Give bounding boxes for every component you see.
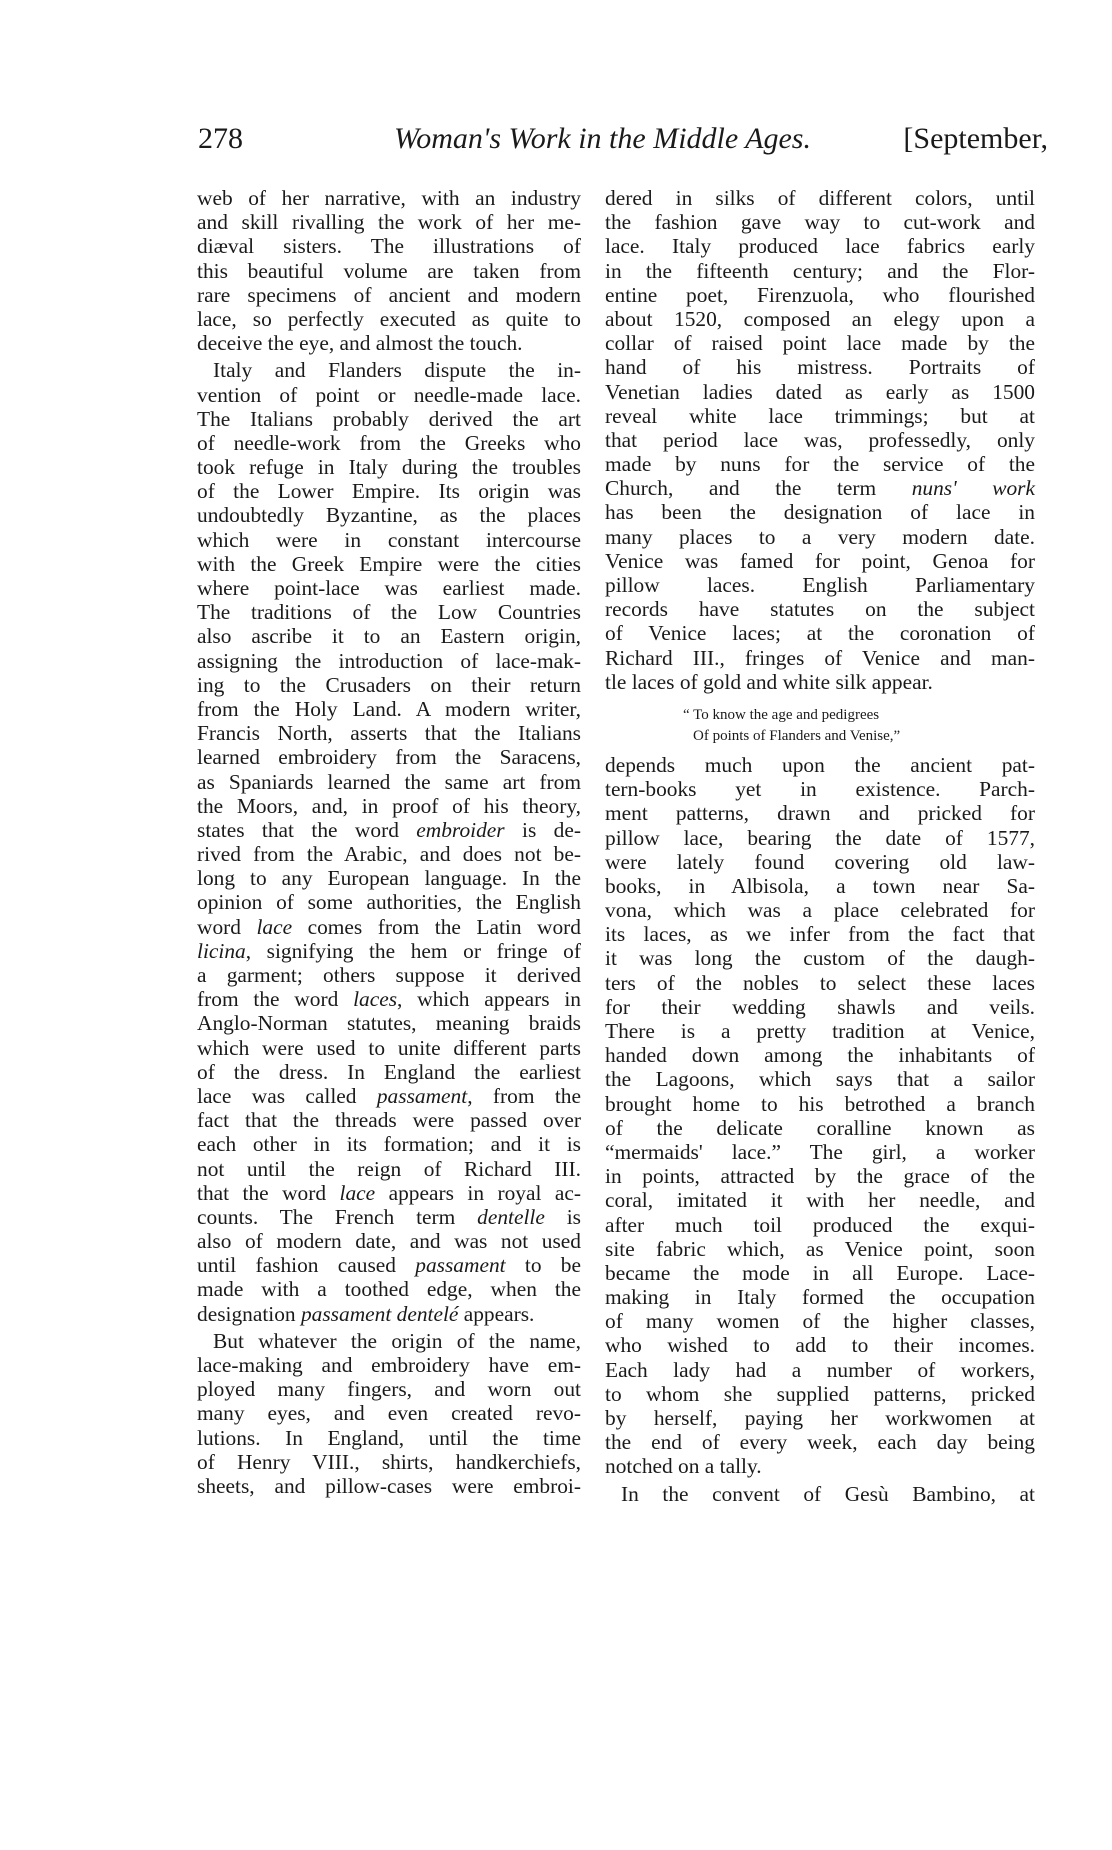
- text-line: lace, so perfectly executed as quite to: [197, 306, 581, 331]
- text-line: in the fifteenth century; and the Flor-: [605, 258, 1035, 283]
- text-line: designation passament dentelé appears.: [197, 1301, 535, 1326]
- text-line: made with a toothed edge, when the: [197, 1277, 581, 1302]
- text-line: entine poet, Firenzuola, who flourished: [605, 282, 1035, 307]
- text-line: deceive the eye, and almost the touch.: [197, 331, 523, 356]
- verse-quote: [605, 705, 1035, 747]
- text-line: “mermaids' lace.” The girl, a worker: [605, 1139, 1035, 1164]
- text-line: rived from the Arabic, and does not be-: [197, 842, 581, 867]
- text-line: vona, which was a place celebrated for: [605, 898, 1035, 923]
- text-line: Venice was famed for point, Genoa for: [605, 548, 1035, 573]
- text-line: from the word laces, which appears in: [197, 987, 581, 1012]
- text-line: this beautiful volume are taken from: [197, 258, 581, 283]
- text-line: Richard III., fringes of Venice and man-: [605, 645, 1035, 670]
- text-line: The Italians probably derived the art: [197, 406, 581, 431]
- right-column-text-after-quote: [605, 753, 1035, 1506]
- text-line: the fashion gave way to cut-work and: [605, 210, 1035, 235]
- text-line: handed down among the inhabitants of: [605, 1043, 1035, 1068]
- text-line: vention of point or needle-made lace.: [197, 382, 581, 407]
- text-line: hand of his mistress. Portraits of: [605, 355, 1035, 380]
- text-line: became the mode in all Europe. Lace-: [605, 1260, 1035, 1285]
- text-line: But whatever the origin of the name,: [213, 1328, 581, 1353]
- text-line: Venetian ladies dated as early as 1500: [605, 379, 1035, 404]
- text-line: opinion of some authorities, the English: [197, 890, 581, 915]
- text-line: were lately found covering old law-: [605, 849, 1035, 874]
- text-line: rare specimens of ancient and modern: [197, 282, 581, 307]
- text-line: of Venice laces; at the coronation of: [605, 621, 1035, 646]
- text-line: its laces, as we infer from the fact that: [605, 922, 1035, 947]
- text-line: Each lady had a number of workers,: [605, 1357, 1035, 1382]
- text-line: There is a pretty tradition at Venice,: [605, 1019, 1035, 1043]
- text-line: lace. Italy produced lace fabrics early: [605, 234, 1035, 259]
- page-number: 278: [198, 122, 243, 155]
- text-line: the Moors, and, in proof of his theory,: [197, 793, 581, 818]
- text-line: after much toil produced the exqui-: [605, 1212, 1035, 1237]
- text-line: the end of every week, each day being: [605, 1430, 1035, 1455]
- text-line: that period lace was, professedly, only: [605, 427, 1035, 452]
- text-line: for their wedding shawls and veils.: [605, 994, 1035, 1019]
- text-line: making in Italy formed the occupation: [605, 1285, 1035, 1310]
- text-line: Francis North, asserts that the Italians: [197, 721, 581, 746]
- text-line: which were used to unite different parts: [197, 1035, 581, 1060]
- text-line: The traditions of the Low Countries: [197, 600, 581, 625]
- text-line: Italy and Flanders dispute the in-: [213, 358, 581, 383]
- left-column: [197, 186, 581, 1498]
- right-column: [605, 186, 1035, 1506]
- text-line: pillow laces. English Parliamentary: [605, 573, 1035, 597]
- text-line: states that the word embroider is de-: [197, 817, 581, 842]
- text-line: until fashion caused passament to be: [197, 1253, 581, 1278]
- running-title: Woman's Work in the Middle Ages.: [394, 122, 811, 155]
- text-line: lutions. In England, until the time: [197, 1425, 581, 1450]
- text-line: records have statutes on the subject: [605, 597, 1035, 622]
- text-line: about 1520, composed an elegy upon a: [605, 306, 1035, 331]
- text-line: to whom she supplied patterns, pricked: [605, 1381, 1035, 1406]
- text-line: coral, imitated it with her needle, and: [605, 1188, 1035, 1213]
- text-line: brought home to his betrothed a branch: [605, 1091, 1035, 1116]
- text-line: who wished to add to their incomes.: [605, 1333, 1035, 1358]
- text-line: lace was called passament, from the: [197, 1083, 581, 1108]
- text-line: dered in silks of different colors, until: [605, 186, 1035, 210]
- text-line: depends much upon the ancient pat-: [605, 752, 1035, 777]
- text-line: of many women of the higher classes,: [605, 1309, 1035, 1334]
- text-line: not until the reign of Richard III.: [197, 1156, 581, 1181]
- text-line: books, in Albisola, a town near Sa-: [605, 873, 1035, 898]
- text-line: many eyes, and even created revo-: [197, 1401, 581, 1426]
- text-line: also of modern date, and was not used: [197, 1229, 581, 1254]
- text-line: has been the designation of lace in: [605, 500, 1035, 525]
- right-column-text-before-quote: [605, 186, 1035, 697]
- text-line: pillow lace, bearing the date of 1577,: [605, 825, 1035, 850]
- text-line: long to any European language. In the: [197, 866, 581, 891]
- text-line: ployed many fingers, and worn out: [197, 1377, 581, 1402]
- text-line: word lace comes from the Latin word: [197, 914, 581, 939]
- issue-month: [September,: [903, 122, 1048, 155]
- text-line: it was long the custom of the daugh-: [605, 946, 1035, 971]
- text-line: counts. The French term dentelle is: [197, 1204, 581, 1229]
- text-line: a garment; others suppose it derived: [197, 963, 581, 987]
- text-line: of Henry VIII., shirts, handkerchiefs,: [197, 1449, 581, 1474]
- text-line: In the convent of Gesù Bambino, at: [621, 1481, 1035, 1506]
- text-line: and skill rivalling the work of her me-: [197, 210, 581, 235]
- text-line: that the word lace appears in royal ac-: [197, 1180, 581, 1205]
- text-line: also ascribe it to an Eastern origin,: [197, 624, 581, 649]
- text-line: learned embroidery from the Saracens,: [197, 745, 581, 770]
- text-line: the Lagoons, which says that a sailor: [605, 1067, 1035, 1092]
- text-line: collar of raised point lace made by the: [605, 331, 1035, 356]
- text-line: of the dress. In England the earliest: [197, 1059, 581, 1084]
- text-line: diæval sisters. The illustrations of: [197, 234, 581, 259]
- text-line: fact that the threads were passed over: [197, 1108, 581, 1133]
- text-line: sheets, and pillow-cases were embroi-: [197, 1473, 581, 1498]
- text-line: with the Greek Empire were the cities: [197, 551, 581, 576]
- text-line: site fabric which, as Venice point, soon: [605, 1236, 1035, 1261]
- text-line: took refuge in Italy during the troubles: [197, 455, 581, 480]
- text-line: undoubtedly Byzantine, as the places: [197, 503, 581, 528]
- text-line: notched on a tally.: [605, 1454, 762, 1479]
- verse-line-2: Of points of Flanders and Venise,”: [693, 727, 901, 744]
- text-line: made by nuns for the service of the: [605, 452, 1035, 477]
- text-line: which were in constant intercourse: [197, 527, 581, 552]
- text-line: of the delicate coralline known as: [605, 1115, 1035, 1140]
- text-line: tern-books yet in existence. Parch-: [605, 777, 1035, 802]
- text-line: in points, attracted by the grace of the: [605, 1164, 1035, 1189]
- text-line: each other in its formation; and it is: [197, 1132, 581, 1157]
- verse-line-1: “ To know the age and pedigrees: [683, 706, 880, 723]
- text-line: tle laces of gold and white silk appear.: [605, 669, 933, 694]
- text-line: Anglo-Norman statutes, meaning braids: [197, 1011, 581, 1036]
- text-line: ment patterns, drawn and pricked for: [605, 801, 1035, 826]
- text-line: web of her narrative, with an industry: [197, 186, 581, 210]
- text-line: Church, and the term nuns' work: [605, 476, 1035, 501]
- text-line: ing to the Crusaders on their return: [197, 672, 581, 697]
- text-line: many places to a very modern date.: [605, 524, 1035, 549]
- text-line: of the Lower Empire. Its origin was: [197, 479, 581, 504]
- text-line: lace-making and embroidery have em-: [197, 1353, 581, 1377]
- page-header: [198, 122, 1048, 162]
- text-line: where point-lace was earliest made.: [197, 576, 581, 600]
- text-line: from the Holy Land. A modern writer,: [197, 696, 581, 721]
- text-line: licina, signifying the hem or fringe of: [197, 938, 581, 963]
- text-line: of needle-work from the Greeks who: [197, 430, 581, 455]
- text-line: ters of the nobles to select these laces: [605, 970, 1035, 995]
- text-line: as Spaniards learned the same art from: [197, 769, 581, 794]
- text-line: by herself, paying her workwomen at: [605, 1406, 1035, 1430]
- text-line: reveal white lace trimmings; but at: [605, 403, 1035, 428]
- text-line: assigning the introduction of lace-mak-: [197, 648, 581, 673]
